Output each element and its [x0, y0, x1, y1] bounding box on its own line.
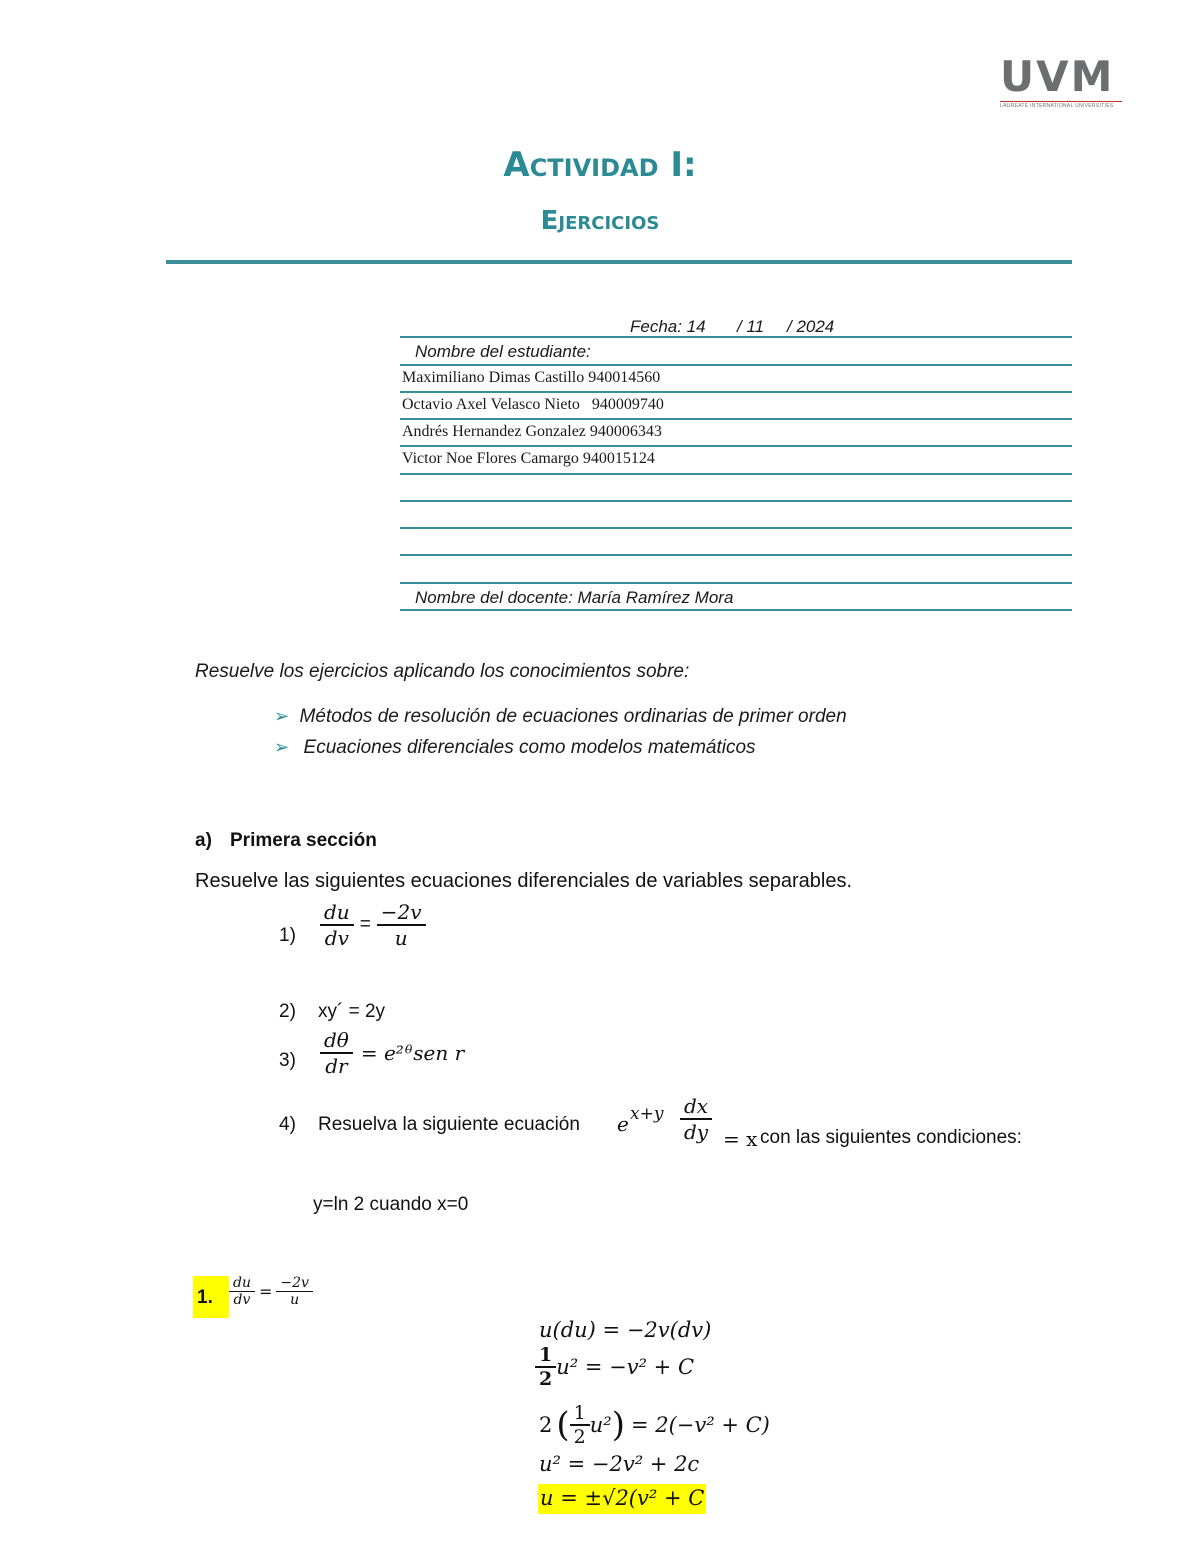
equation-rhs: = x — [723, 1127, 758, 1151]
exercise-1-equation — [320, 900, 426, 950]
form-line — [400, 554, 1072, 556]
form-line — [400, 418, 1072, 420]
solution-step-1: u(du) = −2v(dv) — [539, 1318, 712, 1342]
numerator: du — [324, 900, 350, 924]
solution-header-equation — [229, 1275, 313, 1308]
date-year: / 2024 — [787, 317, 835, 336]
form-line — [400, 609, 1072, 611]
student-name-1: Maximiliano Dimas Castillo 940014560 — [402, 369, 661, 386]
student-label: Nombre del estudiante: — [415, 342, 591, 361]
arrow-bullet-icon: ➢ — [274, 737, 290, 757]
step-rhs: u² = −v² + C — [556, 1355, 695, 1379]
step-rhs: = 2(−v² + C) — [630, 1413, 770, 1437]
student-name-3: Andrés Hernandez Gonzalez 940006343 — [402, 423, 662, 440]
form-line — [400, 391, 1072, 393]
bullet-text: Ecuaciones diferenciales como modelos matemáticos — [303, 737, 756, 758]
logo-text: UVM — [1000, 52, 1115, 101]
title-divider — [166, 260, 1072, 264]
teacher-name: Nombre del docente: María Ramírez Mora — [415, 588, 734, 607]
denominator: 2 — [539, 1368, 553, 1390]
numerator: −2v — [380, 900, 422, 924]
fraction — [320, 900, 354, 950]
section-title: Primera sección — [230, 830, 377, 851]
denominator: dv — [233, 1292, 251, 1308]
form-line — [400, 500, 1072, 502]
paren-close: ) — [611, 1405, 625, 1445]
form-line — [400, 364, 1072, 366]
fraction — [680, 1094, 712, 1144]
paren-open: ( — [556, 1405, 570, 1445]
denominator: dy — [684, 1120, 709, 1144]
solution-step-4: u² = −2v² + 2c — [539, 1452, 700, 1476]
exercise-3-number: 3) — [279, 1050, 296, 1071]
step-middle: u² — [589, 1413, 612, 1437]
denominator: dv — [324, 926, 349, 950]
exercise-3-equation — [320, 1028, 464, 1078]
solution-label: 1. — [197, 1287, 213, 1308]
fraction — [229, 1275, 255, 1308]
bullet-item-2 — [274, 737, 756, 759]
exercise-2-equation: xy´ = 2y — [318, 1001, 386, 1022]
fraction — [570, 1402, 590, 1448]
section-instruction: Resuelve las siguientes ecuaciones diferenciales de variables separables. — [195, 870, 853, 892]
fraction — [276, 1275, 313, 1308]
form-line — [400, 336, 1072, 338]
solution-step-3 — [539, 1402, 770, 1448]
denominator: 2 — [573, 1426, 586, 1448]
arrow-bullet-icon: ➢ — [274, 706, 290, 726]
fraction — [377, 900, 426, 950]
uvm-logo — [1000, 52, 1122, 109]
bullet-item-1 — [274, 706, 847, 728]
exponential-base: e — [617, 1112, 629, 1136]
form-line — [400, 473, 1072, 475]
exercise-4-text: Resuelva la siguiente ecuación — [318, 1114, 580, 1135]
step-prefix: 2 — [539, 1413, 553, 1437]
exercise-1-number: 1) — [279, 925, 296, 946]
denominator: dr — [325, 1054, 348, 1078]
numerator: 1 — [539, 1344, 553, 1366]
exercise-4-number: 4) — [279, 1114, 296, 1135]
form-line — [400, 445, 1072, 447]
numerator: 1 — [573, 1402, 586, 1424]
student-name-4: Victor Noe Flores Camargo 940015124 — [402, 450, 655, 467]
exponent: x+y — [630, 1104, 664, 1124]
form-line — [400, 527, 1072, 529]
numerator: du — [233, 1275, 251, 1291]
equation-rhs: = e²ᶿsen r — [360, 1041, 465, 1065]
equals-sign: = — [359, 914, 371, 935]
page-title: Actividad I: — [503, 145, 697, 185]
fraction — [320, 1028, 353, 1078]
initial-condition: y=ln 2 cuando x=0 — [313, 1194, 469, 1215]
student-name-2: Octavio Axel Velasco Nieto 940009740 — [402, 396, 664, 413]
date-month: / 11 — [737, 317, 765, 336]
numerator: −2v — [280, 1275, 309, 1291]
date-day: Fecha: 14 — [630, 317, 706, 336]
logo-subtitle: LAUREATE INTERNATIONAL UNIVERSITIES — [1000, 101, 1122, 109]
solution-step-2 — [535, 1344, 694, 1390]
equals-sign: = — [258, 1282, 273, 1301]
page-subtitle: Ejercicios — [540, 206, 660, 236]
section-label: a) — [195, 830, 212, 851]
form-line — [400, 582, 1072, 584]
numerator: dx — [684, 1094, 709, 1118]
exercise-4-tail: con las siguientes condiciones: — [760, 1127, 1022, 1148]
fraction — [535, 1344, 556, 1390]
instructions-intro: Resuelve los ejercicios aplicando los conocimientos sobre: — [195, 661, 690, 682]
denominator: u — [290, 1292, 300, 1308]
denominator: u — [394, 926, 408, 950]
exercise-2-number: 2) — [279, 1001, 296, 1022]
solution-final-answer: u = ±√2(v² + C — [538, 1484, 706, 1514]
bullet-text: Métodos de resolución de ecuaciones ordinarias de primer orden — [299, 706, 847, 727]
numerator: dθ — [324, 1028, 349, 1052]
